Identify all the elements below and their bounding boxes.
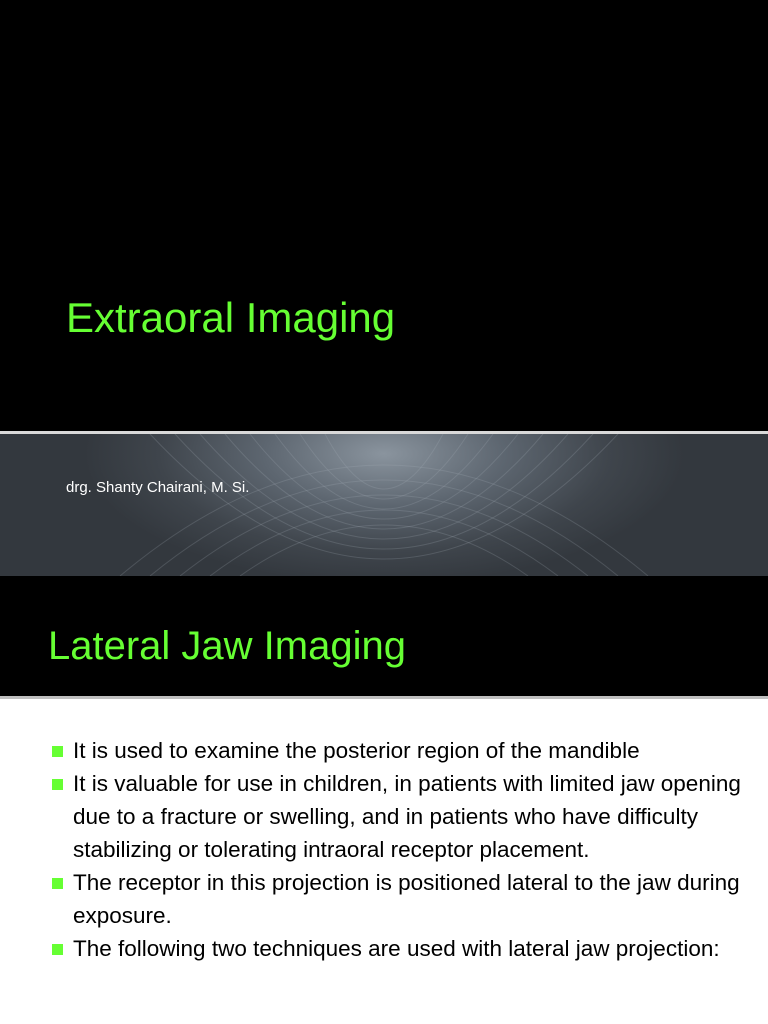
slide-title: Lateral Jaw Imaging <box>48 624 406 668</box>
wave-pattern-decoration <box>0 434 768 576</box>
bullet-list <box>52 734 752 965</box>
slide-divider <box>0 696 768 699</box>
list-item <box>52 767 752 866</box>
list-item <box>52 734 752 767</box>
bullet-text: The following two techniques are used with lateral jaw projection: <box>73 936 720 961</box>
author-subtitle: drg. Shanty Chairani, M. Si. <box>66 479 250 496</box>
list-item <box>52 932 752 965</box>
bullet-text: The receptor in this projection is positioned lateral to the jaw during exposure. <box>73 870 740 928</box>
bullet-text: It is valuable for use in children, in patients with limited jaw opening due to a fracture or swelling, and in patients who have difficulty stabilizing or tolerating intraoral receptor placement. <box>73 771 741 862</box>
subtitle-band <box>0 434 768 576</box>
bullet-text: It is used to examine the posterior region of the mandible <box>73 738 640 763</box>
slide-title: Extraoral Imaging <box>66 294 396 341</box>
square-bullet-icon <box>52 878 63 889</box>
list-item <box>52 866 752 932</box>
square-bullet-icon <box>52 779 63 790</box>
square-bullet-icon <box>52 746 63 757</box>
square-bullet-icon <box>52 944 63 955</box>
slide-lateral-jaw-imaging <box>0 576 768 1024</box>
slide-header <box>0 576 768 696</box>
